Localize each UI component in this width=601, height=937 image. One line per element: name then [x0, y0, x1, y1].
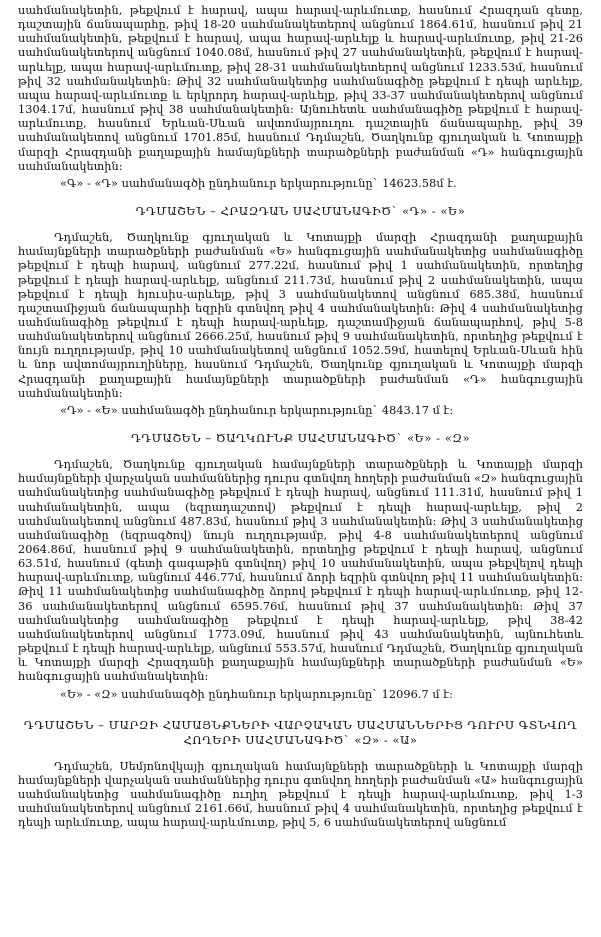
segment-total-e-z: «Ե» - «Զ» սահմանագծի ընդհանուր երկարությունը` 12096.7 մ է:: [60, 687, 453, 701]
section-heading-z-a: ԴԴՄԱՇԵՆ – ՄԱՐԶԻ ՀԱՄԱՅՆՔՆԵՐԻ ՎԱՐՉԱԿԱՆ ՍԱՀՄԱՆՆԵՐԻՑ ԴՈՒՐՍ ԳՏՆՎՈՂ ՀՈՂԵՐԻ ՍԱՀՄԱՆԱԳԻԾ` «Զ» - «Ա»: [23, 717, 578, 747]
section-paragraph-d-e: Դդմաշեն, Ծաղկունք գյուղական և Կոտայքի մարզի Հրազդանի քաղաքային համայնքների տարածքների բաժանման «Ե» հանգուցային սահմանակետից սահմանագիծը թեքվում է դեպի հարավ, անցնում 277.22մ, հասնում թիվ 1 սահմանակետին, որտեղից թեքվում է դեպի հարավ-արևելք, անցնում 211.73մ, հասնում թիվ 2 սահմանակետին, ապա թեքվում է դեպի հյուսիս-արևելք, թիվ 3 սահմանակետով անցնում 685.38մ, հասնում դաշտամիջյան ճանապարհի եզրին գտնվող թիվ 4 սահմանակետին: Թիվ 4 սահմանակետից սահմանագիծը թեքվում է դեպի հարավ-արևելք, դաշտամիջյան ճանապարհով, թիվ 5-8 սահմանակետերով անցնում 2666.25մ, հասնում թիվ 9 սահմանակետին, որտեղից թեքվում է նույն ուղղությամբ, թիվ 10 սահմանակետով անցնում 1052.59մ, հատելով Երևան-Սևան հին և նոր ավտոմայրուղիները, հասնում Դդմաշեն, Ծաղկունք գյուղական և Կոտայքի մարզի Հրազդանի քաղաքային համայնքների տարածքների բաժանման «Դ» հանգուցային սահմանակետին:: [18, 231, 583, 400]
section-heading-d-e: ԴԴՄԱՇԵՆ – ՀՐԱԶԴԱՆ ՍԱՀՄԱՆԱԳԻԾ` «Դ» - «Ե»: [135, 204, 466, 219]
intro-paragraph: սահմանակետին, թեքվում է հարավ, ապա հարավ-արևմուտք, հասնում Հրազդան գետը, դաշտային ճանապարհը, թիվ 18-20 սահմանակետերով անցնում 1864.61մ, հասնում թիվ 21 սահմանակետին, թեքվում է հարավ, ապա հարավ-արևելք և հարավ-արևմուտք, թիվ 21-26 սահմանակետերով անցնում 1040.08մ, հասնում թիվ 27 սահմանակետին, թեքվում է հարավ-արևելք, ապա հարավ-արևմուտք, թիվ 28-31 սահմանակետերով անցնում 1233.53մ, հասնում թիվ 32 սահմանակետին: Թիվ 32 սահմանակետից սահմանագիծը թեքվում է դեպի արևելք, ապա հարավ-արևմուտք և երկրորդ հարավ-արևելք, թիվ 33-37 սահմանակետերով անցնում 1304.17մ, հասնում թիվ 38 սահմանակետին: Այնուհետև սահմանագիծը թեքվում է հարավ-արևմուտք, հասնում Երևան-Սևան ավտոմայրուղու դաշտային ճանապարհը, թիվ 39 սահմանակետով անցնում 1701.85մ, հասնում Դդմաշեն, Ծաղկունք գյուղական և Կոտայքի մարզի Հրազդանի քաղաքային համայնքների տարածքների բաժանման «Դ» հանգուցային սահմանակետին:: [18, 4, 583, 173]
section-heading-e-z: ԴԴՄԱՇԵՆ – ԾԱՂԿՈՒՆՔ ՍԱՀՄԱՆԱԳԻԾ` «Ե» - «Զ»: [130, 431, 471, 446]
segment-total-d-e: «Դ» - «Ե» սահմանագծի ընդհանուր երկարությունը` 4843.17 մ է:: [60, 403, 454, 417]
segment-total-g-d: «Գ» - «Դ» սահմանագծի ընդհանուր երկարությունը` 14623.58մ է.: [60, 176, 457, 190]
section-paragraph-e-z: Դդմաշեն, Ծաղկունք գյուղական համայնքների տարածքների և Կոտայքի մարզի համայնքների վարչական սահմաններից դուրս գտնվող հողերի բաժանման «Զ» հանգուցային սահմանակետից սահմանագիծը թեքվում է դեպի հարավ, անցնում 111.31մ, հասնում թիվ 1 սահմանակետին, ապա (եզրադաշտով) թեքվում է դեպի հարավ-արևելք, թիվ 2 սահմանակետով անցնում 487.83մ, հասնում թիվ 3 սահմանակետին: Թիվ 3 սահմանակետից սահմանագիծը (եզրագծով) նույն ուղղությամբ, թիվ 4-8 սահմանակետերով անցնում 2064.86մ, հասնում թիվ 9 սահմանակետին, որտեղից թեքվում է դեպի հարավ, անցնում 63.51մ, հասնում (գետի գագաթին գտնվող) թիվ 10 սահմանակետին, ապա թեքվելով դեպի հարավ-արևմուտք, անցնում 446.77մ, հասնում ձորի եզրին գտնվող թիվ 11 սահմանակետին: Թիվ 11 սահմանակետից սահմանագիծը ձորով թեքվում է դեպի հարավ-արևմուտք, թիվ 12-36 սահմանակետերով անցնում 6595.76մ, հասնում թիվ 37 սահմանակետին: Թիվ 37 սահմանակետից սահմանագիծը թեքվում է դեպի հարավ-արևելք, թիվ 38-42 սահմանակետերով անցնում 1773.09մ, հասնում թիվ 43 սահմանակետին, այնուհետև թեքվում է դեպի հարավ-արևելք, անցնում 553.57մ, հասնում Դդմաշեն, Ծաղկունք գյուղական և Կոտայքի մարզի Հրազդանի քաղաքային համայնքների տարածքների բաժանման «Ե» հանգուցային սահմանակետին:: [18, 458, 583, 684]
section-paragraph-z-a: Դդմաշեն, Սեմյոնովկայի գյուղական համայնքների տարածքների և Կոտայքի մարզի համայնքների վարչական սահմաններից դուրս գտնվող հողերի բաժանման «Ա» հանգուցային սահմանակետից սահմանագիծը ուղիղ թեքվում է դեպի հարավ-արևմուտք, թիվ 1-3 սահմանակետերով անցնում 2161.66մ, հասնում թիվ 4 սահմանակետին, որտեղից թեքվում է դեպի արևմուտք, ապա հարավ-արևմուտք, թիվ 5, 6 սահմանակետերով անցնում: [18, 759, 583, 830]
